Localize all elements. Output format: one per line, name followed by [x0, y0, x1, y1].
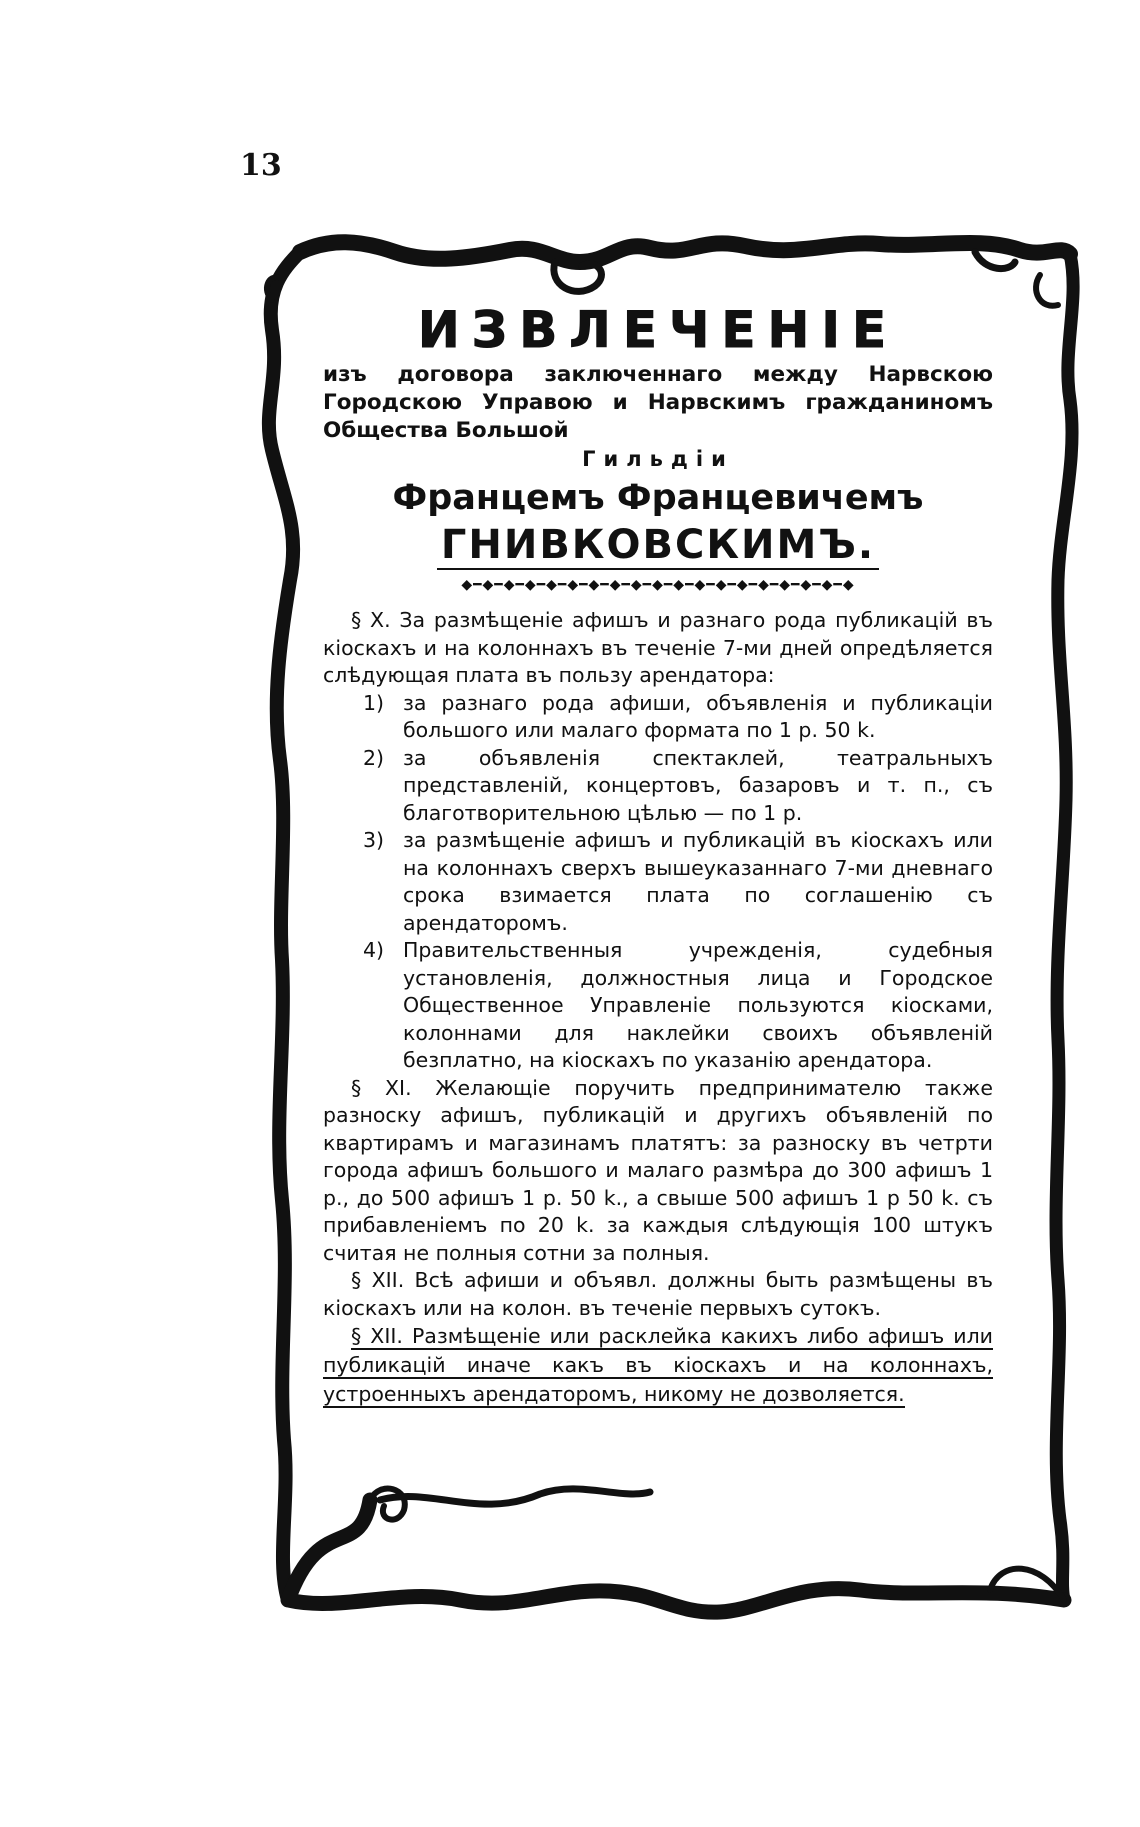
holder-name-surname: [323, 521, 993, 569]
holder-name-first: Францемъ Францевичемъ: [392, 478, 924, 518]
frame-bottom-wave: [380, 1489, 650, 1504]
document-content: [323, 301, 993, 1409]
list-item-text: за объявленія спектаклей, театральныхъ представленій, концертовъ, базаровъ и т. п., съ благотворительною цѣлью — по 1 р.: [403, 745, 993, 825]
section-xii-b-text: § XII. Размѣщеніе или расклейка какихъ либо афишъ или публикацій иначе какъ въ кіоскахъ и на колоннахъ, устроенныхъ арендаторомъ, никому не дозволяется.: [323, 1324, 993, 1406]
frame-bottom: [288, 1500, 1064, 1612]
document-subtitle: изъ договора заключеннаго между Нарвскою Городскою Управою и Нарвскимъ гражданиномъ Общества Большой: [323, 362, 993, 443]
document-subtitle-guild: Гильдіи: [582, 447, 734, 471]
list-item-number: 3): [363, 828, 385, 852]
frame-top: [300, 242, 1070, 262]
list-item-number: 1): [363, 690, 385, 715]
frame-left: [269, 252, 300, 1600]
list-item-number: 4): [363, 938, 385, 962]
list-item: [323, 690, 993, 745]
section-x: § X. За размѣщеніе афишъ и разнаго рода публикацій въ кіоскахъ и на колоннахъ въ теченіе 7-ми дней опредѣляется слѣдующая плата въ пользу арендатора:: [323, 608, 993, 687]
list-item: [323, 745, 993, 828]
list-item-text: за размѣщеніе афишъ и публикацій въ кіоскахъ или на колоннахъ сверхъ вышеуказаннаго 7-ми дневнаго срока взимается плата по соглашенію съ арендаторомъ.: [403, 828, 993, 935]
section-xii-a: § XII. Всѣ афиши и объявл. должны быть размѣщены въ кіоскахъ или на колон. въ теченіе первыхъ сутокъ.: [323, 1268, 993, 1320]
list-item: [323, 937, 993, 1075]
list-item-text: Правительственныя учрежденія, судебныя установленія, должностныя лица и Городское Общественное Управленіе пользуются кіосками, колоннами для наклейки своихъ объявленій безплатно, на кіоскахъ по указанію арендатора.: [403, 938, 993, 1072]
frame-right-curl: [1036, 275, 1058, 306]
ornament-divider: ◆━◆━◆━◆━◆━◆━◆━◆━◆━◆━◆━◆━◆━◆━◆━◆━◆━◆━◆: [461, 577, 855, 593]
list-item-number: 2): [363, 745, 385, 770]
list-item: [323, 827, 993, 937]
section-xii-b: [323, 1322, 993, 1409]
section-xi: § XI. Желающіе поручить предпринимателю также разноску афишъ, публикацій и другихъ объявленій по квартирамъ и магазинамъ платятъ: за разноску въ четрти города афишъ большого и малаго размѣра до 300 афишъ 1 р., до 500 афишъ 1 р. 50 k., а свыше 500 афишъ 1 р 50 k. съ прибавленіемъ по 20 k. за каждыя слѣдующія 100 штукъ считая не полныя сотни за полныя.: [323, 1075, 993, 1265]
frame-right: [1056, 254, 1073, 1600]
list-item-text: за разнаго рода афиши, объявленія и публикаціи большого или малаго формата по 1 р. 50 k.: [403, 690, 993, 742]
page-number: 13: [240, 148, 282, 183]
holder-surname-text: ГНИВКОВСКИМЪ.: [437, 522, 879, 570]
document-title: ИЗВЛЕЧЕНІЕ: [417, 301, 899, 359]
